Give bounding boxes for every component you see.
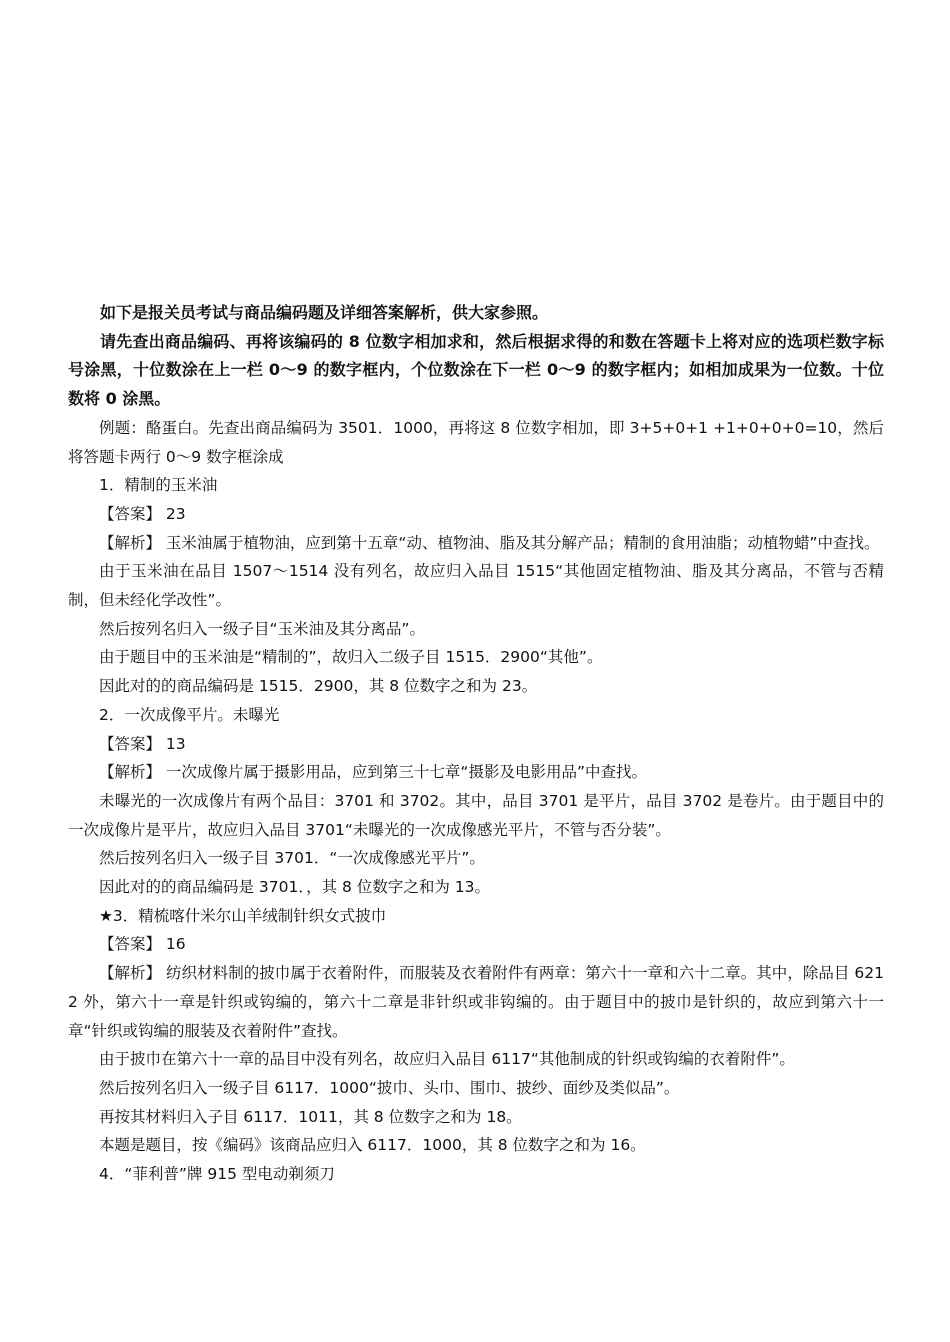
body-paragraph: 【答案】 23 [99, 504, 186, 523]
body-paragraph: 2．一次成像平片。未曝光 [99, 705, 280, 724]
body-paragraph: 由于题目中的玉米油是“精制的”，故归入二级子目 1515．2900“其他”。 [99, 648, 603, 667]
body-paragraph: 例题：酪蛋白。先查出商品编码为 3501．1000，再将这 8 位数字相加，即 3+5+0+1 +1+0+0+0=10，然后将答题卡两行 0～9 数字框涂成 [68, 418, 884, 466]
body-paragraph: 【答案】 13 [99, 734, 186, 753]
body-paragraph: 然后按列名归入一级子目 3701．“一次成像感光平片”。 [99, 849, 485, 868]
body-paragraph: 【答案】 16 [99, 935, 186, 954]
body-paragraph: 然后按列名归入一级子目“玉米油及其分离品”。 [99, 619, 426, 638]
body-paragraph: 然后按列名归入一级子目 6117．1000“披巾、头巾、围巾、披纱、面纱及类似品”。 [99, 1078, 680, 1097]
body-paragraph: ★3．精梳喀什米尔山羊绒制针织女式披巾 [99, 906, 387, 925]
body-paragraph: 由于玉米油在品目 1507～1514 没有列名，故应归入品目 1515“其他固定植物油、脂及其分离品，不管与否精制，但未经化学改性”。 [68, 562, 884, 610]
body-paragraph: 本题是题目，按《编码》该商品应归入 6117．1000，其 8 位数字之和为 16。 [99, 1136, 646, 1155]
body-paragraph: 【解析】 纺织材料制的披巾属于衣着附件，而服装及衣着附件有两章：第六十一章和六十二章。其中，除品目 6212 外，第六十一章是针织或钩编的，第六十二章是非针织或非钩编的。由于题目中的披巾是针织的，故应到第六十一章“针织或钩编的服装及衣着附件”查找。 [68, 964, 884, 1040]
instruction-paragraph: 如下是报关员考试与商品编码题及详细答案解析，供大家参照。 [100, 303, 549, 322]
body-paragraph: 由于披巾在第六十一章的品目中没有列名，故应归入品目 6117“其他制成的针织或钩编的衣着附件”。 [99, 1050, 795, 1069]
document-body [68, 299, 884, 1189]
body-paragraph: 4．“菲利普”牌 915 型电动剃须刀 [99, 1165, 335, 1184]
body-paragraph: 未曝光的一次成像片有两个品目：3701 和 3702。其中，品目 3701 是平片，品目 3702 是卷片。由于题目中的一次成像片是平片，故应归入品目 3701“未曝光的一次成像感光平片，不管与否分装”。 [68, 791, 884, 839]
body-paragraph: 因此对的的商品编码是 1515．2900，其 8 位数字之和为 23。 [99, 677, 538, 696]
body-paragraph: 再按其材料归入子目 6117．1011，其 8 位数字之和为 18。 [99, 1107, 522, 1126]
body-paragraph: 因此对的的商品编码是 3701．，其 8 位数字之和为 13。 [99, 878, 490, 897]
body-paragraph: 【解析】 一次成像片属于摄影用品，应到第三十七章“摄影及电影用品”中查找。 [99, 763, 647, 782]
body-paragraph: 【解析】 玉米油属于植物油，应到第十五章“动、植物油、脂及其分解产品；精制的食用油脂；动植物蜡”中查找。 [99, 533, 880, 552]
instruction-paragraph: 请先查出商品编码、再将该编码的 8 位数字相加求和，然后根据求得的和数在答题卡上将对应的选项栏数字标号涂黑，十位数涂在上一栏 0～9 的数字框内，个位数涂在下一栏 0～9 的数字框内；如相加成果为一位数。十位数将 0 涂黑。 [68, 331, 884, 409]
body-paragraph: 1．精制的玉米油 [99, 476, 218, 495]
